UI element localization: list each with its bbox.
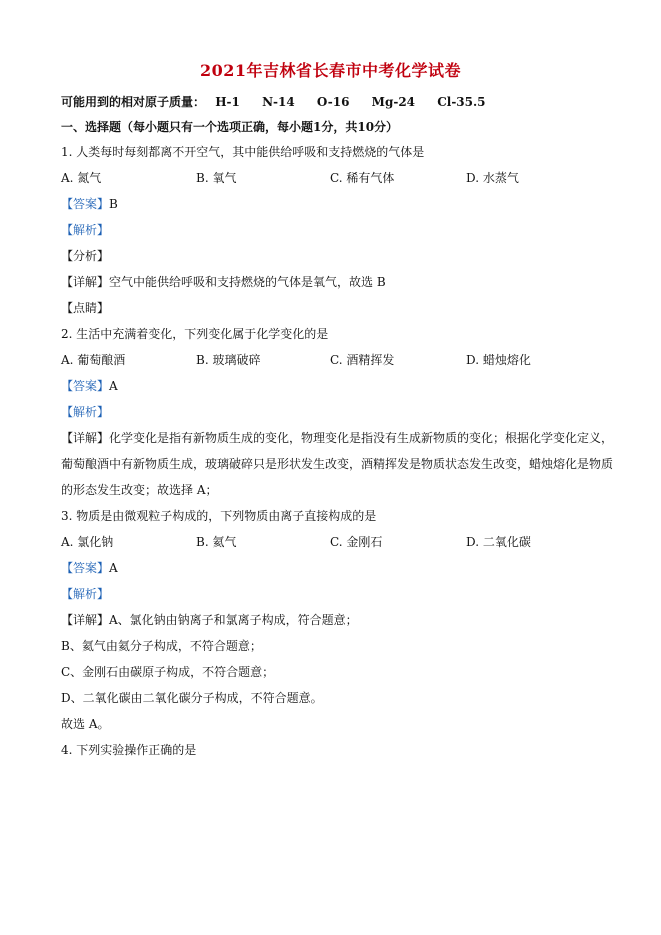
detail-text: 故选 A。	[61, 717, 110, 731]
question-stem: 1. 人类每时每刻都离不开空气，其中能供给呼吸和支持燃烧的气体是	[61, 145, 425, 159]
analysis-tag: 【解析】	[61, 587, 110, 601]
question-stem: 2. 生活中充满着变化，下列变化属于化学变化的是	[61, 327, 329, 341]
answer-line	[61, 560, 118, 576]
page-title: 2021年吉林省长春市中考化学试卷	[199, 61, 462, 80]
option-d: D. 水蒸气	[466, 171, 519, 185]
answer-tag: 【答案】	[61, 379, 110, 393]
answer-value: A	[109, 379, 118, 393]
atomic-mass-label: 可能用到的相对原子质量：	[61, 95, 206, 109]
option-d: D. 二氧化碳	[466, 535, 531, 549]
detail-text: 空气中能供给呼吸和支持燃烧的气体是氧气，故选 B	[109, 275, 386, 289]
answer-value: B	[109, 197, 118, 211]
atomic-mass-item: H-1	[215, 95, 240, 109]
atomic-mass-item: Cl-35.5	[437, 95, 486, 109]
atomic-mass-item: N-14	[262, 95, 295, 109]
detail-text: 的形态发生改变；故选择 A；	[61, 483, 218, 497]
question-stem: 4. 下列实验操作正确的是	[61, 743, 197, 757]
option-c: C. 稀有气体	[330, 171, 395, 185]
option-b: B. 氦气	[196, 535, 237, 549]
answer-value: A	[109, 561, 118, 575]
question-stem: 3. 物质是由微观粒子构成的，下列物质由离子直接构成的是	[61, 509, 377, 523]
analysis-tag: 【解析】	[61, 405, 110, 419]
fenxi-tag: 【分析】	[61, 249, 110, 263]
option-b: B. 氧气	[196, 171, 237, 185]
detail-tag: 【详解】	[61, 275, 110, 289]
detail-tag: 【详解】	[61, 613, 110, 627]
analysis-tag: 【解析】	[61, 223, 110, 237]
section-heading: 一、选择题（每小题只有一个选项正确，每小题1分，共10分）	[61, 120, 399, 134]
answer-tag: 【答案】	[61, 561, 110, 575]
detail-text: C、金刚石由碳原子构成，不符合题意；	[61, 665, 275, 679]
detail-line	[61, 612, 358, 628]
detail-text: B、氦气由氦分子构成，不符合题意；	[61, 639, 262, 653]
detail-line	[61, 430, 613, 446]
answer-tag: 【答案】	[61, 197, 110, 211]
option-a: A. 氯化钠	[61, 535, 114, 549]
detail-text: A、氯化钠由钠离子和氯离子构成，符合题意；	[109, 613, 358, 627]
option-c: C. 酒精挥发	[330, 353, 395, 367]
option-c: C. 金刚石	[330, 535, 383, 549]
detail-text: 葡萄酿酒中有新物质生成，玻璃破碎只是形状发生改变，酒精挥发是物质状态发生改变，蜡烛熔化是物质	[61, 457, 614, 471]
atomic-mass-item: O-16	[316, 95, 350, 109]
option-a: A. 氮气	[61, 171, 102, 185]
option-b: B. 玻璃破碎	[196, 353, 261, 367]
answer-line	[61, 378, 118, 394]
answer-line	[61, 196, 118, 212]
dianjing-tag: 【点睛】	[61, 301, 110, 315]
atomic-mass-item: Mg-24	[371, 95, 416, 109]
detail-tag: 【详解】	[61, 431, 110, 445]
atomic-mass-line	[61, 94, 504, 110]
option-d: D. 蜡烛熔化	[466, 353, 531, 367]
detail-text: 化学变化是指有新物质生成的变化，物理变化是指没有生成新物质的变化；根据化学变化定义，	[109, 431, 614, 445]
detail-line	[61, 274, 386, 290]
option-a: A. 葡萄酿酒	[61, 353, 126, 367]
detail-text: D、二氧化碳由二氧化碳分子构成，不符合题意。	[61, 691, 323, 705]
